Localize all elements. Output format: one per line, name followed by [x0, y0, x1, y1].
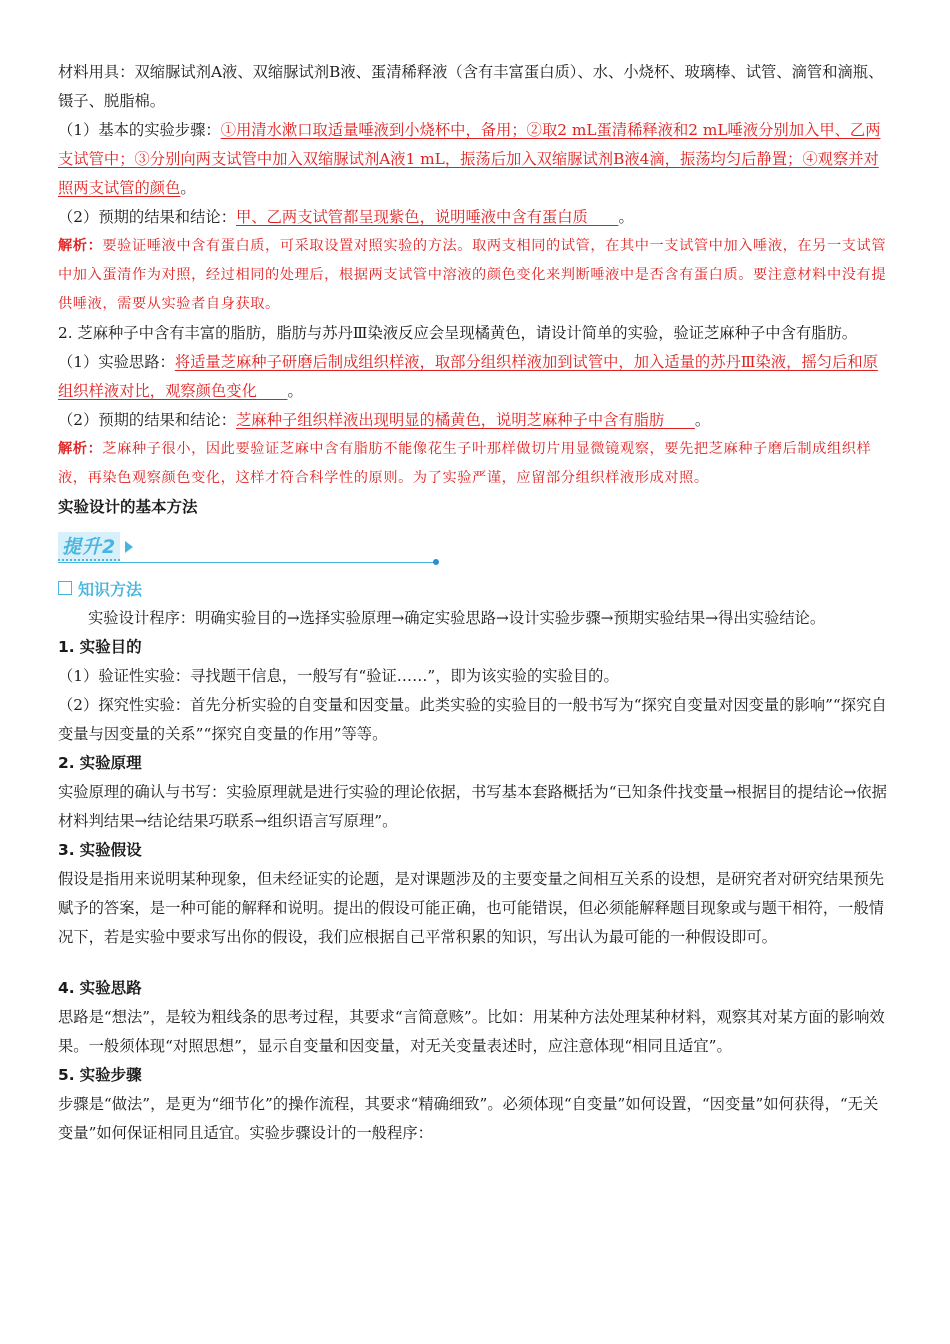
- s3-title: 实验假设: [79, 841, 142, 859]
- q2-idea: [58, 348, 892, 406]
- s1-title: 实验目的: [79, 638, 142, 656]
- q1-explanation-text: 要验证唾液中含有蛋白质，可采取设置对照实验的方法。取两支相同的试管，在其中一支试管中加入唾液，在另一支试管中加入蛋清作为对照，经过相同的处理后，根据两支试管中溶液的颜色变化来判断唾液中是否含有蛋白质。要注意材料中没有提供唾液，需要从实验者自身获取。: [58, 238, 887, 312]
- s4-number: 4.: [58, 979, 75, 997]
- s2-heading: [58, 749, 892, 778]
- checkbox-square-icon: [58, 581, 72, 595]
- q2-stem: 2. 芝麻种子中含有丰富的脂肪，脂肪与苏丹Ⅲ染液反应会呈现橘黄色，请设计简单的实验，验证芝麻种子中含有脂肪。: [58, 324, 858, 342]
- knowledge-method-header: [58, 574, 892, 602]
- document-page: [58, 58, 892, 1148]
- q2-explanation-text: 芝麻种子很小，因此要验证芝麻中含有脂肪不能像花生子叶那样做切片用显微镜观察，要先把芝麻种子磨后制成组织样液，再染色观察颜色变化，这样才符合科学性的原则。为了实验严谨，应留部分组织样液形成对照。: [58, 441, 872, 486]
- s5-text: 步骤是“做法”，是更为“细节化”的操作流程，其要求“精确细致”。必须体现“自变量”如何设置，“因变量”如何获得，“无关变量”如何保证相同且适宜。实验步骤设计的一般程序：: [58, 1095, 879, 1142]
- s4-title: 实验思路: [79, 979, 142, 997]
- knowledge-method-label: 知识方法: [78, 579, 143, 599]
- s1-heading: [58, 633, 892, 662]
- q1-result-prefix: （2）预期的结果和结论：: [58, 208, 236, 226]
- badge-divider: [58, 562, 436, 563]
- section-title: 实验设计的基本方法: [58, 498, 198, 516]
- q2-idea-suffix: 。: [287, 382, 303, 400]
- procedure-paragraph: 实验设计程序：明确实验目的→选择实验原理→确定实验思路→设计实验步骤→预期实验结果→得出实验结论。: [88, 609, 826, 627]
- q1-result-answer: 甲、乙两支试管都呈现紫色，说明唾液中含有蛋白质: [236, 208, 619, 226]
- s1-number: 1.: [58, 638, 75, 656]
- q2-idea-prefix: （1）实验思路：: [58, 353, 175, 371]
- q2-result: [58, 406, 892, 435]
- s4-heading: [58, 974, 892, 1003]
- s3-heading: [58, 836, 892, 865]
- q2-idea-answer: 将适量芝麻种子研磨后制成组织样液，取部分组织样液加到试管中，加入适量的苏丹Ⅲ染液，摇匀后和原组织样液对比，观察颜色变化: [58, 353, 878, 400]
- q1-steps: [58, 116, 892, 203]
- q2-result-answer: 芝麻种子组织样液出现明显的橘黄色，说明芝麻种子中含有脂肪: [236, 411, 695, 429]
- q2-result-prefix: （2）预期的结果和结论：: [58, 411, 236, 429]
- s5-title: 实验步骤: [79, 1066, 142, 1084]
- s5-number: 5.: [58, 1066, 75, 1084]
- q1-result-suffix: 。: [618, 208, 634, 226]
- s5-heading: [58, 1061, 892, 1090]
- q1-result: [58, 203, 892, 232]
- q1-steps-answer: ①用清水漱口取适量唾液到小烧杯中，备用；②取2 mL蛋清稀释液和2 mL唾液分别加入甲、乙两支试管中；③分别向两支试管中加入双缩脲试剂A液1 mL，振荡后加入双缩脲试剂B液4滴，振荡均匀后静置；④观察并对照两支试管的颜色: [58, 121, 881, 197]
- s3-number: 3.: [58, 841, 75, 859]
- s3-text: 假设是指用来说明某种现象，但未经证实的论题，是对课题涉及的主要变量之间相互关系的设想，是研究者对研究结果预先赋予的答案，是一种可能的解释和说明。提出的假设可能正确，也可能错误，但必须能解释题目现象或与题干相符，一般情况下，若是实验中要求写出你的假设，我们应根据自己平常积累的知识，写出认为最可能的一种假设即可。: [58, 870, 885, 946]
- materials-paragraph: 材料用具：双缩脲试剂A液、双缩脲试剂B液、蛋清稀释液（含有丰富蛋白质）、水、小烧杯、玻璃棒、试管、滴管和滴瓶、镊子、脱脂棉。: [58, 63, 884, 110]
- badge-label-group: [58, 532, 133, 561]
- s1-item1: （1）验证性实验：寻找题干信息，一般写有“验证……”，即为该实验的实验目的。: [58, 667, 619, 685]
- dot-icon: [433, 559, 439, 565]
- badge-label: 提升2: [58, 532, 120, 561]
- q2-explanation: [58, 435, 892, 493]
- level-badge: [58, 526, 892, 564]
- arrow-right-icon: [125, 541, 133, 553]
- q1-explanation: [58, 232, 892, 319]
- s2-text: 实验原理的确认与书写：实验原理就是进行实验的理论依据，书写基本套路概括为“已知条件找变量→根据目的提结论→依据材料判结果→结论结果巧联系→组织语言写原理”。: [58, 783, 887, 830]
- s2-number: 2.: [58, 754, 75, 772]
- spacer: [58, 952, 892, 974]
- q1-steps-prefix: （1）基本的实验步骤：: [58, 121, 221, 139]
- q2-explanation-label: 解析：: [58, 441, 103, 457]
- s1-item2: （2）探究性实验：首先分析实验的自变量和因变量。此类实验的实验目的一般书写为“探究自变量对因变量的影响”“探究自变量与因变量的关系”“探究自变量的作用”等等。: [58, 696, 887, 743]
- s2-title: 实验原理: [79, 754, 142, 772]
- q1-explanation-label: 解析：: [58, 238, 103, 254]
- q1-steps-suffix: 。: [180, 179, 196, 197]
- q2-result-suffix: 。: [694, 411, 711, 429]
- s4-text: 思路是“想法”，是较为粗线条的思考过程，其要求“言简意赅”。比如：用某种方法处理某种材料，观察其对某方面的影响效果。一般须体现“对照思想”，显示自变量和因变量，对无关变量表述时，应注意体现“相同且适宜”。: [58, 1008, 885, 1055]
